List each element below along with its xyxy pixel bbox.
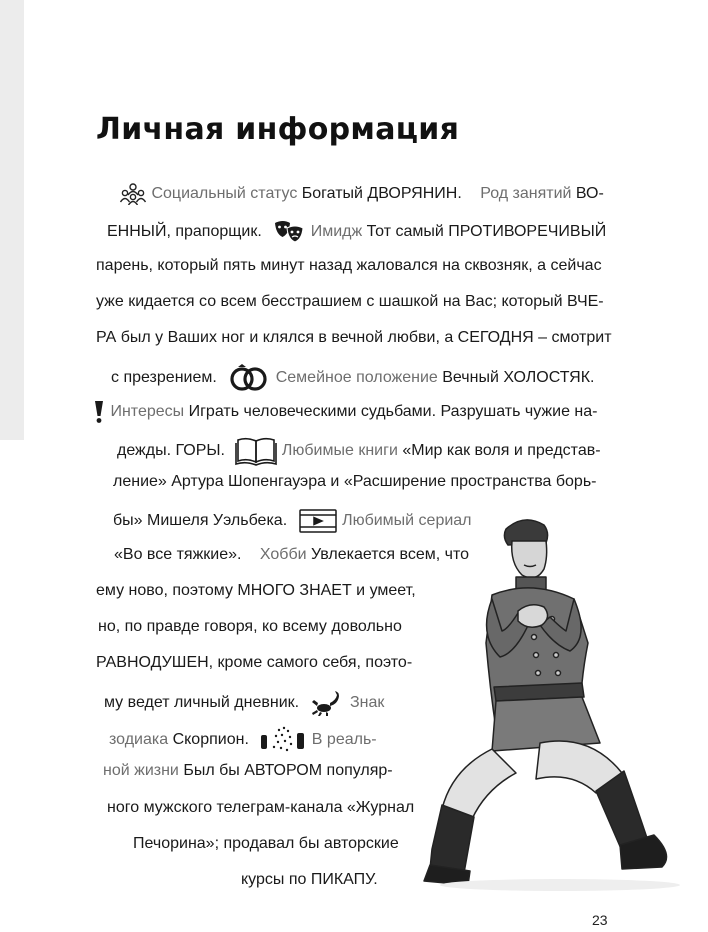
label-occupation: Род занятий bbox=[480, 185, 572, 203]
label-hobby: Хобби bbox=[259, 546, 307, 563]
label-real-life: В реаль- bbox=[311, 731, 377, 749]
page-edge-strip bbox=[0, 0, 24, 440]
text-line: ему ново, поэтому МНОГО ЗНАЕТ и умеет, bbox=[96, 582, 416, 599]
page-number: 23 bbox=[592, 912, 608, 928]
wedding-rings-icon bbox=[227, 364, 271, 392]
video-player-icon bbox=[298, 508, 338, 534]
text-line: РАВНОДУШЕН, кроме самого себя, поэто- bbox=[96, 654, 413, 671]
text-line: Социальный статус Богатый ДВОРЯНИН. Род занятий ВО- bbox=[119, 183, 604, 205]
text-line: Печорина»; продавал бы авторские bbox=[133, 835, 399, 852]
text-line: ЕННЫЙ, прапорщик. Имидж Тот самый ПРОТИВОРЕЧИВЫЙ bbox=[107, 219, 606, 245]
label-real-life-cont: ной жизни bbox=[103, 762, 179, 779]
text-line: дежды. ГОРЫ. Любимые книги «Мир как воля и представ- bbox=[117, 436, 601, 466]
text-line: ление» Артура Шопенгауэра и «Расширение пространства борь- bbox=[113, 473, 597, 490]
microphone-sound-icon bbox=[259, 725, 307, 755]
text-line: курсы по ПИКАПУ. bbox=[241, 871, 378, 888]
text-line: Интересы Играть человеческими судьбами. Разрушать чужие на- bbox=[92, 400, 597, 424]
label-interests: Интересы bbox=[110, 403, 185, 421]
text-line: му ведет личный дневник. Знак bbox=[104, 689, 384, 717]
page-title: Личная информация bbox=[96, 112, 460, 147]
label-zodiac: Знак bbox=[350, 694, 385, 712]
text-line: ного мужского телеграм-канала «Журнал bbox=[107, 799, 415, 816]
text-line: с презрением. Семейное положение Вечный ХОЛОСТЯК. bbox=[111, 364, 594, 392]
label-image: Имидж bbox=[310, 223, 363, 241]
text-line: парень, который пять минут назад жаловался на сквозняк, а сейчас bbox=[96, 257, 602, 274]
social-group-icon bbox=[119, 183, 147, 205]
text-line: уже кидается со всем бесстрашием с шашкой на Вас; который ВЧЕ- bbox=[96, 293, 604, 310]
label-favorite-series: Любимый сериал bbox=[342, 512, 472, 530]
open-book-icon bbox=[235, 436, 277, 466]
text-line: но, по правде говоря, ко всему довольно bbox=[98, 618, 402, 635]
scorpion-icon bbox=[310, 689, 346, 717]
text-line: ной жизни Был бы АВТОРОМ популяр- bbox=[103, 762, 393, 779]
label-marital-status: Семейное положение bbox=[275, 369, 438, 387]
theater-masks-icon bbox=[272, 219, 306, 245]
kneeling-officer-illustration bbox=[420, 515, 690, 895]
text-line: РА был у Ваших ног и клялся в вечной любви, а СЕГОДНЯ – смотрит bbox=[96, 329, 612, 346]
label-favorite-books: Любимые книги bbox=[281, 442, 398, 460]
text-line: зодиака Скорпион. В реаль- bbox=[109, 725, 377, 755]
text-line: бы» Мишеля Уэльбека. Любимый сериал bbox=[113, 508, 472, 534]
label-zodiac-cont: зодиака bbox=[109, 731, 169, 749]
exclamation-icon bbox=[92, 400, 106, 424]
text-line: «Во все тяжкие». Хобби Увлекается всем, что bbox=[114, 546, 470, 563]
label-social-status: Социальный статус bbox=[151, 185, 298, 203]
